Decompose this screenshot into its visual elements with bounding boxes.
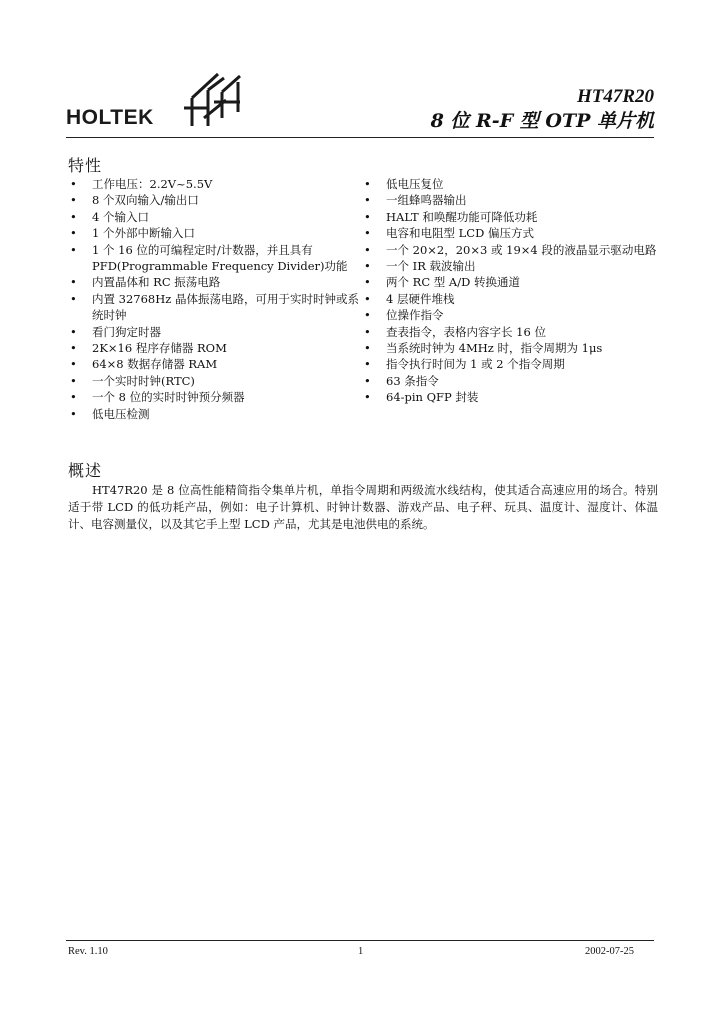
feature-item (70, 274, 360, 290)
feature-item (70, 406, 360, 422)
feature-text: 一个 8 位的实时时钟预分频器 (92, 390, 245, 405)
bullet-icon: • (364, 291, 371, 306)
bullet-icon: • (364, 373, 371, 388)
feature-item (70, 176, 360, 192)
bullet-icon: • (70, 193, 77, 208)
page-number: 1 (358, 946, 364, 957)
bullet-icon: • (70, 324, 77, 339)
bullet-icon: • (70, 177, 77, 191)
feature-text: 64×8 数据存储器 RAM (92, 357, 218, 372)
features-left-column (70, 176, 360, 422)
holtek-logo (66, 68, 246, 134)
feature-text: 查表指令，表格内容字长 16 位 (386, 324, 546, 339)
feature-text: 工作电压：2.2V~5.5V (92, 177, 213, 191)
bullet-icon: • (364, 275, 371, 290)
feature-text: 一个 20×2，20×3 或 19×4 段的液晶显示驱动电路 (386, 242, 657, 257)
model-number: HT47R20 (576, 86, 654, 107)
feature-text: 看门狗定时器 (92, 324, 161, 339)
bullet-icon: • (364, 308, 371, 323)
feature-item (70, 192, 360, 208)
bullet-icon: • (70, 357, 77, 372)
feature-text: 一组蜂鸣器输出 (386, 193, 467, 208)
feature-item (364, 192, 660, 208)
feature-item (70, 209, 360, 225)
bullet-icon: • (364, 390, 371, 405)
bullet-icon: • (70, 341, 77, 356)
bullet-icon: • (70, 209, 77, 224)
feature-item (364, 356, 660, 372)
feature-text: 两个 RC 型 A/D 转换通道 (386, 275, 520, 290)
feature-text: 内置晶体和 RC 振荡电路 (92, 275, 221, 290)
feature-item (70, 291, 360, 324)
feature-item (70, 340, 360, 356)
feature-text: 低电压检测 (92, 406, 150, 421)
bullet-icon: • (364, 242, 371, 257)
feature-item (364, 340, 660, 356)
bullet-icon: • (70, 226, 77, 241)
feature-text: 8 个双向输入/输出口 (92, 193, 199, 208)
feature-text: 内置 32768Hz 晶体振荡电路，可用于实时时钟或系统时钟 (92, 291, 359, 323)
feature-text: 指令执行时间为 1 或 2 个指令周期 (386, 357, 565, 372)
feature-item (364, 209, 660, 225)
feature-item (364, 324, 660, 340)
feature-text: 电容和电阻型 LCD 偏压方式 (386, 226, 534, 241)
page-footer (68, 946, 634, 962)
holtek-emblem-icon (178, 68, 248, 130)
feature-text: 64-pin QFP 封装 (386, 390, 479, 405)
bullet-icon: • (364, 226, 371, 241)
features-heading: 特性 (68, 156, 103, 175)
bullet-icon: • (70, 242, 77, 257)
feature-text: 当系统时钟为 4MHz 时，指令周期为 1μs (386, 341, 603, 356)
revision-label: Rev. 1.10 (68, 946, 108, 957)
feature-item (70, 324, 360, 340)
features-right-list (364, 176, 660, 406)
feature-text: 4 个输入口 (92, 209, 149, 224)
feature-text: 一个实时时钟(RTC) (92, 373, 195, 388)
feature-item (70, 356, 360, 372)
feature-text: 63 条指令 (386, 373, 439, 388)
feature-item (364, 176, 660, 192)
document-title-block (431, 86, 654, 133)
footer-divider (66, 940, 654, 941)
bullet-icon: • (70, 275, 77, 290)
feature-item (70, 225, 360, 241)
bullet-icon: • (364, 341, 371, 356)
publication-date: 2002-07-25 (585, 946, 634, 957)
bullet-icon: • (364, 209, 371, 224)
feature-item (364, 389, 660, 405)
feature-item (364, 291, 660, 307)
overview-heading: 概述 (68, 461, 103, 480)
brand-name: HOLTEK (66, 106, 154, 129)
feature-item (364, 242, 660, 258)
feature-text: 一个 IR 载波输出 (386, 259, 476, 274)
bullet-icon: • (364, 324, 371, 339)
bullet-icon: • (364, 259, 371, 274)
feature-item (364, 274, 660, 290)
features-right-column (364, 176, 660, 406)
feature-item (364, 373, 660, 389)
bullet-icon: • (70, 373, 77, 388)
feature-text: 4 层硬件堆栈 (386, 291, 455, 306)
feature-text: 位操作指令 (386, 308, 444, 323)
feature-item (70, 373, 360, 389)
feature-text: 2K×16 程序存储器 ROM (92, 341, 227, 356)
overview-paragraph: HT47R20 是 8 位高性能精简指令集单片机，单指令周期和两级流水线结构，使其适合高速应用的场合。特别适于带 LCD 的低功耗产品，例如：电子计算机、时钟计数器、游戏产品、电子秤、玩具、温度计、湿度计、体温计、电容测量仪，以及其它手上型 LCD 产品，尤其是电池供电的系统。 (68, 483, 658, 531)
feature-item (70, 242, 360, 275)
bullet-icon: • (364, 177, 371, 191)
bullet-icon: • (70, 390, 77, 405)
feature-item (364, 307, 660, 323)
bullet-icon: • (364, 357, 371, 372)
header-divider (66, 137, 654, 138)
feature-text: 1 个 16 位的可编程定时/计数器，并且具有 PFD(Programmable Frequency Divider)功能 (92, 242, 348, 274)
bullet-icon: • (70, 406, 77, 421)
feature-item (364, 225, 660, 241)
bullet-icon: • (70, 291, 77, 306)
feature-text: 1 个外部中断输入口 (92, 226, 195, 241)
feature-item (70, 389, 360, 405)
product-subtitle: 8 位 R-F 型 OTP 单片机 (430, 110, 654, 132)
features-left-list (70, 176, 360, 422)
feature-text: 低电压复位 (386, 177, 444, 191)
feature-item (364, 258, 660, 274)
bullet-icon: • (364, 193, 371, 208)
feature-text: HALT 和唤醒功能可降低功耗 (386, 209, 538, 224)
